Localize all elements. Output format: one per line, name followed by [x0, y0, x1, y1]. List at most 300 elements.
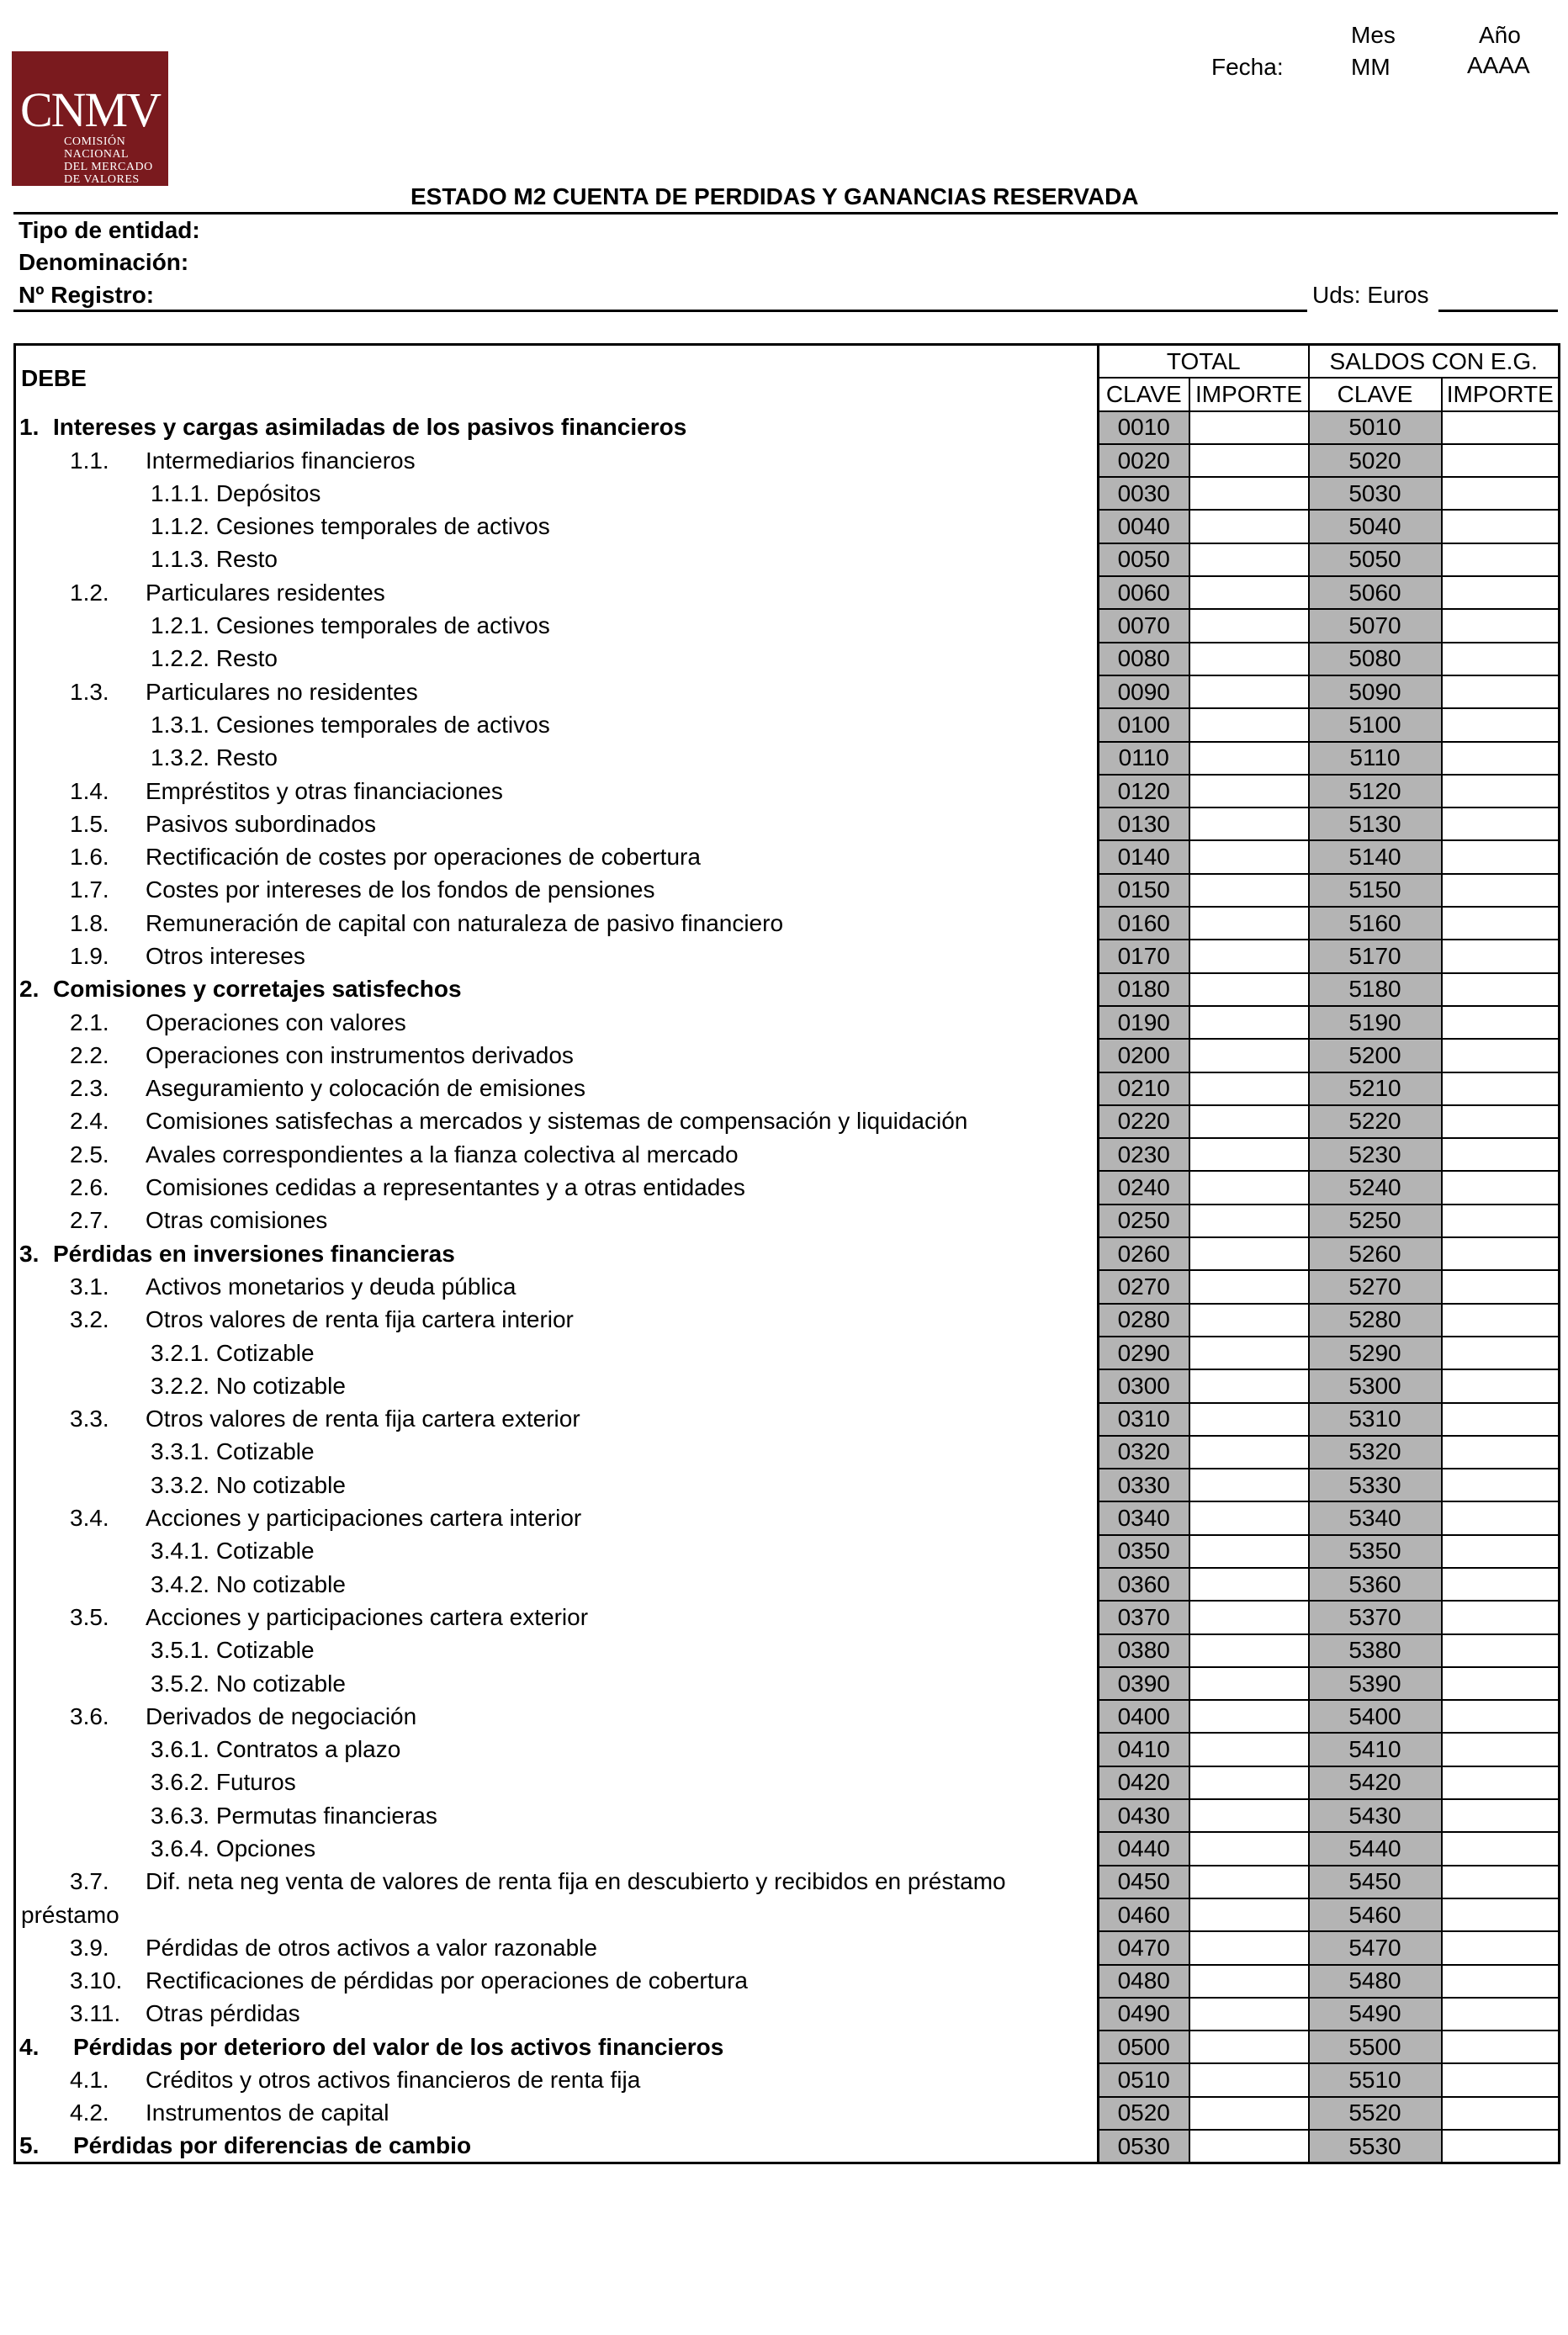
clave-cell: 0170 [1099, 940, 1189, 972]
clave-cell: 0460 [1099, 1898, 1189, 1931]
importe-input[interactable] [1189, 510, 1309, 543]
row-description [15, 1535, 1099, 1568]
table-row [15, 2031, 1560, 2063]
clave-cell: 5340 [1309, 1501, 1442, 1534]
clave-cell: 5320 [1309, 1436, 1442, 1469]
clave-cell: 0480 [1099, 1965, 1189, 1998]
clave-cell: 5290 [1309, 1337, 1442, 1369]
importe-input[interactable] [1442, 1072, 1560, 1105]
row-label: 1.3.2. Resto [151, 744, 278, 771]
clave-cell: 5130 [1309, 807, 1442, 840]
importe-input[interactable] [1189, 1369, 1309, 1402]
table-row [15, 576, 1560, 609]
table-row [15, 1601, 1560, 1633]
importe-input[interactable] [1189, 1436, 1309, 1469]
importe-input[interactable] [1442, 1039, 1560, 1072]
row-description [15, 1403, 1099, 1436]
clave-cell: 5390 [1309, 1667, 1442, 1700]
clave-cell: 0100 [1099, 708, 1189, 741]
row-number: 2. [19, 976, 40, 1003]
title-divider [13, 212, 1558, 214]
clave-cell: 5150 [1309, 874, 1442, 907]
importe-input[interactable] [1189, 1105, 1309, 1138]
row-number: 3.10. [70, 1967, 123, 1994]
row-description [15, 1436, 1099, 1469]
clave-cell: 5120 [1309, 775, 1442, 807]
table-row [15, 1866, 1560, 1898]
clave-cell: 5210 [1309, 1072, 1442, 1105]
importe-input[interactable] [1442, 1733, 1560, 1766]
importe-input[interactable] [1189, 2097, 1309, 2130]
clave-cell: 5160 [1309, 907, 1442, 940]
clave-cell: 5110 [1309, 742, 1442, 775]
importe-input[interactable] [1442, 973, 1560, 1006]
importe-input[interactable] [1442, 1832, 1560, 1865]
row-description [15, 675, 1099, 708]
row-description [15, 874, 1099, 907]
clave-cell: 5230 [1309, 1138, 1442, 1171]
importe-input[interactable] [1189, 775, 1309, 807]
row-description [15, 708, 1099, 741]
importe-input[interactable] [1189, 2063, 1309, 2096]
importe-input[interactable] [1189, 807, 1309, 840]
clave-cell: 5070 [1309, 609, 1442, 642]
row-description [15, 1270, 1099, 1303]
importe-input[interactable] [1189, 2031, 1309, 2063]
row-description [15, 543, 1099, 576]
importe-input[interactable] [1442, 444, 1560, 477]
importe-input[interactable] [1442, 2063, 1560, 2096]
importe-input[interactable] [1442, 1634, 1560, 1667]
importe-input[interactable] [1442, 576, 1560, 609]
row-number: 1.5. [70, 810, 109, 837]
importe-input[interactable] [1189, 1700, 1309, 1733]
table-row [15, 1205, 1560, 1237]
row-label: 3.4.1. Cotizable [151, 1538, 315, 1565]
importe-input[interactable] [1442, 1105, 1560, 1138]
mes-label: Mes [1351, 22, 1396, 48]
row-description [15, 609, 1099, 642]
row-label: Derivados de negociación [146, 1702, 417, 1729]
row-number: 3. [19, 1240, 40, 1267]
table-row [15, 1898, 1560, 1931]
clave-cell: 5040 [1309, 510, 1442, 543]
clave-cell: 5010 [1309, 411, 1442, 444]
row-label: Rectificaciones de pérdidas por operaciones de cobertura [146, 1967, 748, 1994]
importe-input[interactable] [1442, 1998, 1560, 2031]
clave-cell: 5460 [1309, 1898, 1442, 1931]
row-number: 1.1. [70, 447, 109, 474]
row-number: 2.4. [70, 1108, 109, 1135]
importe-input[interactable] [1189, 840, 1309, 873]
importe-input[interactable] [1189, 411, 1309, 444]
table-row [15, 1237, 1560, 1270]
clave-cell: 0040 [1099, 510, 1189, 543]
row-number: 1.4. [70, 777, 109, 804]
table-row [15, 1270, 1560, 1303]
importe-input[interactable] [1442, 1436, 1560, 1469]
row-description [15, 1039, 1099, 1072]
importe-input[interactable] [1442, 2097, 1560, 2130]
importe-input[interactable] [1442, 1138, 1560, 1171]
importe-input[interactable] [1189, 1898, 1309, 1931]
importe-input[interactable] [1189, 1469, 1309, 1501]
saldos-header: SALDOS CON E.G. [1309, 345, 1560, 379]
importe-input[interactable] [1442, 1965, 1560, 1998]
importe-header: IMPORTE [1189, 378, 1309, 410]
cnmv-logo [12, 51, 168, 186]
row-description [15, 444, 1099, 477]
importe-input[interactable] [1189, 675, 1309, 708]
row-label: 3.6.4. Opciones [151, 1835, 316, 1861]
clave-cell: 0450 [1099, 1866, 1189, 1898]
clave-cell: 0470 [1099, 1931, 1189, 1964]
table-row [15, 2130, 1560, 2163]
importe-input[interactable] [1189, 444, 1309, 477]
table-row [15, 742, 1560, 775]
table-row [15, 973, 1560, 1006]
total-header: TOTAL [1099, 345, 1309, 379]
importe-input[interactable] [1442, 775, 1560, 807]
row-label: Otros intereses [146, 942, 305, 969]
clave-cell: 0340 [1099, 1501, 1189, 1534]
table-row [15, 708, 1560, 741]
clave-cell: 0030 [1099, 477, 1189, 510]
clave-cell: 5250 [1309, 1205, 1442, 1237]
row-description [15, 1006, 1099, 1039]
importe-input[interactable] [1189, 1270, 1309, 1303]
importe-input[interactable] [1189, 1998, 1309, 2031]
clave-cell: 0350 [1099, 1535, 1189, 1568]
importe-input[interactable] [1442, 609, 1560, 642]
clave-cell: 0010 [1099, 411, 1189, 444]
row-label: Dif. neta neg venta de valores de renta fija en descubierto y recibidos en préstamo [146, 1868, 1006, 1895]
importe-input[interactable] [1189, 1205, 1309, 1237]
importe-input[interactable] [1442, 1535, 1560, 1568]
table-row [15, 2097, 1560, 2130]
importe-input[interactable] [1189, 1171, 1309, 1204]
importe-input[interactable] [1442, 510, 1560, 543]
row-number: 1.2. [70, 579, 109, 606]
table-row [15, 1799, 1560, 1832]
importe-input[interactable] [1442, 1369, 1560, 1402]
clave-cell: 5220 [1309, 1105, 1442, 1138]
importe-input[interactable] [1442, 1931, 1560, 1964]
table-row [15, 1138, 1560, 1171]
importe-input[interactable] [1189, 609, 1309, 642]
table-row [15, 510, 1560, 543]
page-title: ESTADO M2 CUENTA DE PERDIDAS Y GANANCIAS RESERVADA [411, 183, 1139, 209]
importe-input[interactable] [1189, 1006, 1309, 1039]
row-description [15, 1072, 1099, 1105]
row-label: Avales correspondientes a la fianza colectiva al mercado [146, 1141, 739, 1168]
clave-cell: 0220 [1099, 1105, 1189, 1138]
clave-cell: 0430 [1099, 1799, 1189, 1832]
importe-input[interactable] [1189, 1766, 1309, 1799]
table-row [15, 874, 1560, 907]
clave-cell: 5090 [1309, 675, 1442, 708]
clave-cell: 0490 [1099, 1998, 1189, 2031]
table-row [15, 1469, 1560, 1501]
row-description [15, 1304, 1099, 1337]
row-number: 3.11. [70, 2000, 121, 2027]
uds-underline [1438, 310, 1558, 312]
row-description [15, 907, 1099, 940]
row-label: Comisiones satisfechas a mercados y sistemas de compensación y liquidación [146, 1108, 968, 1135]
row-description [15, 2031, 1099, 2063]
row-label: Particulares residentes [146, 579, 385, 606]
importe-input[interactable] [1442, 1469, 1560, 1501]
importe-input[interactable] [1189, 576, 1309, 609]
row-number: 2.6. [70, 1174, 109, 1201]
row-label: 3.4.2. No cotizable [151, 1570, 346, 1597]
importe-input[interactable] [1189, 1403, 1309, 1436]
registro-label: Nº Registro: [19, 282, 155, 308]
importe-input[interactable] [1442, 1700, 1560, 1733]
importe-input[interactable] [1189, 907, 1309, 940]
importe-input[interactable] [1442, 1601, 1560, 1633]
importe-input[interactable] [1442, 1006, 1560, 1039]
clave-cell: 5500 [1309, 2031, 1442, 2063]
row-label: 3.5.2. No cotizable [151, 1670, 346, 1697]
row-label: Costes por intereses de los fondos de pensiones [146, 876, 655, 903]
row-description [15, 1501, 1099, 1534]
clave-cell: 5060 [1309, 576, 1442, 609]
importe-input[interactable] [1189, 973, 1309, 1006]
importe-input[interactable] [1442, 2130, 1560, 2163]
table-row [15, 1501, 1560, 1534]
clave-cell: 0380 [1099, 1634, 1189, 1667]
table-row [15, 1965, 1560, 1998]
row-number: 1.9. [70, 942, 109, 969]
table-row [15, 1072, 1560, 1105]
clave-cell: 0370 [1099, 1601, 1189, 1633]
row-label: Otros valores de renta fija cartera exterior [146, 1406, 580, 1432]
clave-cell: 0060 [1099, 576, 1189, 609]
importe-input[interactable] [1189, 742, 1309, 775]
importe-input[interactable] [1442, 1866, 1560, 1898]
row-label: Pérdidas en inversiones financieras [53, 1240, 455, 1267]
mes-field[interactable]: MM [1351, 54, 1391, 80]
importe-input[interactable] [1442, 411, 1560, 444]
importe-input[interactable] [1442, 1171, 1560, 1204]
clave-cell: 5440 [1309, 1832, 1442, 1865]
clave-cell: 5450 [1309, 1866, 1442, 1898]
clave-cell: 5080 [1309, 643, 1442, 675]
row-description [15, 973, 1099, 1006]
anio-field[interactable]: AAAA [1467, 52, 1530, 78]
importe-input[interactable] [1189, 1733, 1309, 1766]
clave-cell: 0080 [1099, 643, 1189, 675]
importe-input[interactable] [1189, 1568, 1309, 1601]
importe-input[interactable] [1189, 477, 1309, 510]
importe-input[interactable] [1442, 2031, 1560, 2063]
clave-cell: 0300 [1099, 1369, 1189, 1402]
importe-input[interactable] [1189, 1965, 1309, 1998]
importe-input[interactable] [1189, 1931, 1309, 1964]
row-label: Otros valores de renta fija cartera interior [146, 1306, 574, 1333]
row-description [15, 775, 1099, 807]
row-description [15, 2063, 1099, 2096]
row-description [15, 477, 1099, 510]
clave-cell: 5330 [1309, 1469, 1442, 1501]
clave-cell: 5530 [1309, 2130, 1442, 2163]
row-label: Otras pérdidas [146, 2000, 300, 2027]
importe-input[interactable] [1189, 1535, 1309, 1568]
clave-cell: 0140 [1099, 840, 1189, 873]
table-row [15, 1105, 1560, 1138]
clave-cell: 0090 [1099, 675, 1189, 708]
importe-input[interactable] [1189, 1072, 1309, 1105]
row-label: Aseguramiento y colocación de emisiones [146, 1075, 585, 1102]
table-row [15, 840, 1560, 873]
importe-input[interactable] [1189, 1337, 1309, 1369]
row-description [15, 1469, 1099, 1501]
importe-input[interactable] [1189, 1039, 1309, 1072]
clave-cell: 5260 [1309, 1237, 1442, 1270]
clave-cell: 0360 [1099, 1568, 1189, 1601]
importe-input[interactable] [1189, 1138, 1309, 1171]
importe-input[interactable] [1442, 1304, 1560, 1337]
clave-header: CLAVE [1309, 378, 1442, 410]
clave-cell: 5410 [1309, 1733, 1442, 1766]
importe-input[interactable] [1442, 1237, 1560, 1270]
importe-input[interactable] [1189, 1667, 1309, 1700]
row-label: 1.1.3. Resto [151, 546, 278, 573]
row-label: 1.2.1. Cesiones temporales de activos [151, 612, 550, 639]
row-description [15, 840, 1099, 873]
importe-input[interactable] [1442, 1898, 1560, 1931]
importe-input[interactable] [1189, 708, 1309, 741]
row-description [15, 1634, 1099, 1667]
clave-cell: 5030 [1309, 477, 1442, 510]
clave-cell: 5380 [1309, 1634, 1442, 1667]
clave-cell: 0290 [1099, 1337, 1189, 1369]
row-description [15, 1766, 1099, 1799]
importe-input[interactable] [1442, 708, 1560, 741]
importe-input[interactable] [1442, 1270, 1560, 1303]
row-description [15, 1601, 1099, 1633]
clave-cell: 5370 [1309, 1601, 1442, 1633]
importe-input[interactable] [1189, 940, 1309, 972]
importe-input[interactable] [1442, 742, 1560, 775]
clave-cell: 5400 [1309, 1700, 1442, 1733]
importe-input[interactable] [1189, 643, 1309, 675]
importe-input[interactable] [1442, 940, 1560, 972]
importe-input[interactable] [1189, 2130, 1309, 2163]
importe-input[interactable] [1442, 1501, 1560, 1534]
importe-input[interactable] [1442, 907, 1560, 940]
importe-input[interactable] [1189, 1237, 1309, 1270]
importe-input[interactable] [1442, 1766, 1560, 1799]
clave-cell: 0230 [1099, 1138, 1189, 1171]
row-number: 4.1. [70, 2067, 109, 2094]
importe-input[interactable] [1442, 807, 1560, 840]
importe-input[interactable] [1442, 543, 1560, 576]
row-description [15, 1832, 1099, 1865]
row-number: 1.6. [70, 844, 109, 871]
clave-cell: 0240 [1099, 1171, 1189, 1204]
clave-cell: 5490 [1309, 1998, 1442, 2031]
importe-input[interactable] [1442, 840, 1560, 873]
table-row [15, 477, 1560, 510]
clave-cell: 0050 [1099, 543, 1189, 576]
row-number: 5. [19, 2132, 40, 2159]
table-row [15, 907, 1560, 940]
logo-text: CNMV [19, 82, 161, 137]
uds-label: Uds: Euros [1312, 282, 1429, 308]
importe-input[interactable] [1442, 1205, 1560, 1237]
importe-input[interactable] [1442, 477, 1560, 510]
row-label: 3.2.1. Cotizable [151, 1339, 315, 1366]
importe-input[interactable] [1442, 1403, 1560, 1436]
row-number: 3.3. [70, 1406, 109, 1432]
table-row [15, 444, 1560, 477]
row-label: 3.6.2. Futuros [151, 1769, 296, 1796]
row-label: 3.6.3. Permutas financieras [151, 1802, 437, 1829]
importe-input[interactable] [1442, 675, 1560, 708]
clave-cell: 0250 [1099, 1205, 1189, 1237]
clave-cell: 0410 [1099, 1733, 1189, 1766]
row-number: 3.6. [70, 1702, 109, 1729]
importe-input[interactable] [1442, 1568, 1560, 1601]
logo-subtext: COMISIÓN NACIONAL DEL MERCADO DE VALORES [64, 135, 153, 186]
row-label: Operaciones con instrumentos derivados [146, 1041, 574, 1068]
clave-cell: 5310 [1309, 1403, 1442, 1436]
row-description [15, 807, 1099, 840]
row-number: 3.9. [70, 1934, 109, 1961]
anio-label: Año [1479, 22, 1521, 48]
clave-cell: 0500 [1099, 2031, 1189, 2063]
table-row [15, 1369, 1560, 1402]
clave-header: CLAVE [1099, 378, 1189, 410]
clave-cell: 0020 [1099, 444, 1189, 477]
row-number: 3.1. [70, 1273, 109, 1300]
row-number: 2.2. [70, 1041, 109, 1068]
importe-input[interactable] [1189, 1634, 1309, 1667]
importe-input[interactable] [1189, 1799, 1309, 1832]
clave-cell: 0390 [1099, 1667, 1189, 1700]
importe-input[interactable] [1189, 1601, 1309, 1633]
table-row [15, 1171, 1560, 1204]
importe-input[interactable] [1442, 1667, 1560, 1700]
row-description [15, 1931, 1099, 1964]
row-description [15, 1799, 1099, 1832]
clave-cell: 5180 [1309, 973, 1442, 1006]
clave-cell: 5020 [1309, 444, 1442, 477]
importe-input[interactable] [1442, 1799, 1560, 1832]
clave-cell: 5420 [1309, 1766, 1442, 1799]
row-description [15, 742, 1099, 775]
importe-input[interactable] [1442, 1337, 1560, 1369]
clave-cell: 0120 [1099, 775, 1189, 807]
importe-input[interactable] [1189, 1832, 1309, 1865]
row-number: 3.5. [70, 1603, 109, 1630]
importe-input[interactable] [1189, 1304, 1309, 1337]
importe-input[interactable] [1189, 1501, 1309, 1534]
importe-input[interactable] [1189, 543, 1309, 576]
clave-cell: 5100 [1309, 708, 1442, 741]
table-row [15, 807, 1560, 840]
clave-cell: 0320 [1099, 1436, 1189, 1469]
clave-cell: 0510 [1099, 2063, 1189, 2096]
row-label: 3.5.1. Cotizable [151, 1637, 315, 1664]
importe-input[interactable] [1189, 1866, 1309, 1898]
importe-input[interactable] [1442, 643, 1560, 675]
importe-input[interactable] [1189, 874, 1309, 907]
importe-input[interactable] [1442, 874, 1560, 907]
row-description [15, 510, 1099, 543]
